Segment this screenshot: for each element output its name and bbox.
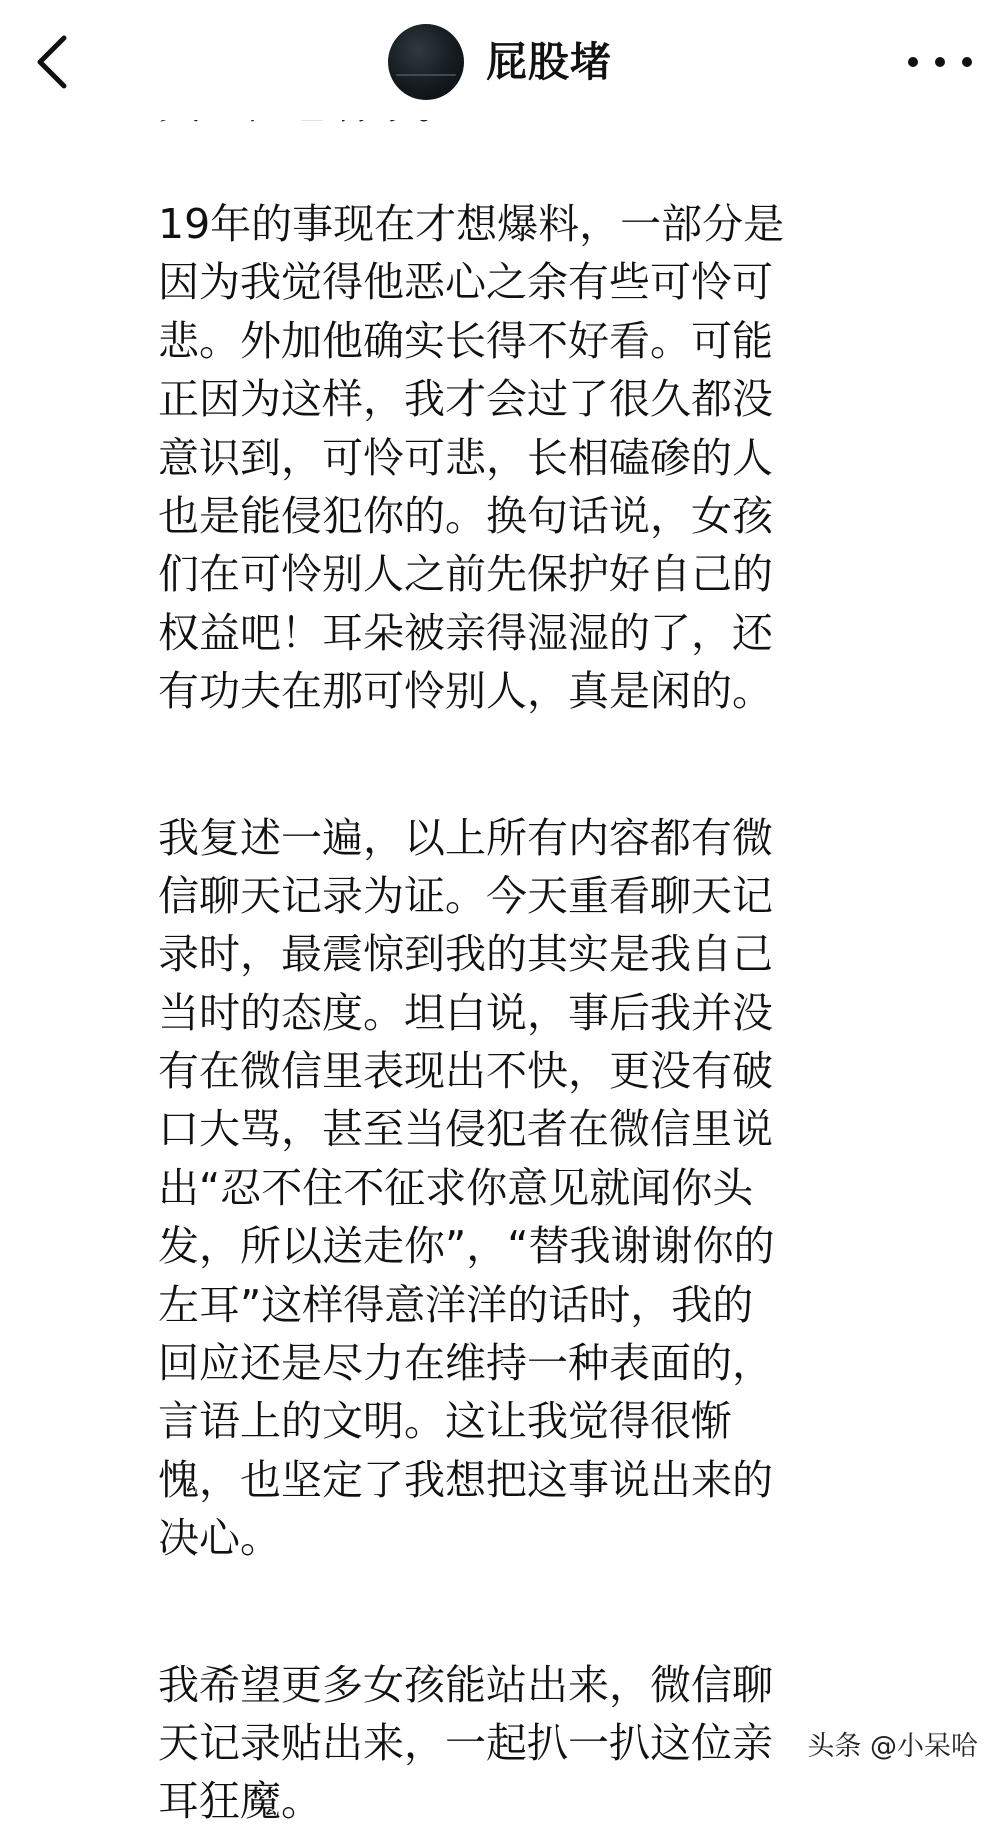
text-line: 左耳”这样得意洋洋的话时，我的 xyxy=(158,1280,754,1329)
text-line: 正因为这样，我才会过了很久都没 xyxy=(158,375,773,424)
chevron-left-icon xyxy=(32,32,72,92)
text-line: 我希望更多女孩能站出来，微信聊 xyxy=(158,1660,773,1709)
text-line: 权益吧！耳朵被亲得湿湿的了，还 xyxy=(158,608,773,657)
more-button[interactable] xyxy=(908,40,972,84)
text-line: 口大骂，甚至当侵犯者在微信里说 xyxy=(158,1105,773,1154)
text-line: 决心。 xyxy=(158,1514,281,1563)
more-horizontal-icon xyxy=(908,57,918,67)
text-line: 们在可怜别人之前先保护好自己的 xyxy=(158,550,773,599)
text-line: 我复述一遍，以上所有内容都有微 xyxy=(158,813,773,862)
text-line: 愧，也坚定了我想把这事说出来的 xyxy=(158,1455,773,1504)
avatar[interactable] xyxy=(388,24,464,100)
paragraph-3 xyxy=(158,1656,828,1831)
text-line: 发，所以送走你”，“替我谢谢你的 xyxy=(158,1222,775,1271)
paragraph-1 xyxy=(158,195,828,721)
more-dot xyxy=(962,57,972,67)
source-watermark: 头条 @小呆哈 xyxy=(807,1731,978,1762)
more-dot xyxy=(935,57,945,67)
text-line: 当时的态度。坦白说，事后我并没 xyxy=(158,988,773,1037)
text-line: 言语上的文明。这让我觉得很惭 xyxy=(158,1397,732,1446)
text-line: 耳狂魔。 xyxy=(158,1777,322,1826)
text-line: 因为我觉得他恶心之余有些可怜可 xyxy=(158,258,773,307)
paragraph-2 xyxy=(158,809,828,1568)
text-line: 信聊天记录为证。今天重看聊天记 xyxy=(158,871,773,920)
avatar-image-detail xyxy=(396,74,456,76)
text-line: 有在微信里表现出不快，更没有破 xyxy=(158,1047,773,1096)
text-line: 也是能侵犯你的。换句话说，女孩 xyxy=(158,491,773,540)
back-button[interactable] xyxy=(22,24,82,100)
text-line: 悲。外加他确实长得不好看。可能 xyxy=(158,316,773,365)
text-line: 录时，最震惊到我的其实是我自己 xyxy=(158,930,773,979)
text-line: 19年的事现在才想爆料，一部分是 xyxy=(158,200,785,248)
text-line: 有功夫在那可怜别人，真是闲的。 xyxy=(158,667,773,716)
text-line: 出“忍不住不征求你意见就闻你头 xyxy=(158,1163,754,1212)
text-line: 意识到，可怜可悲，长相磕碜的人 xyxy=(158,433,773,482)
account-name[interactable]: 屁股堵 xyxy=(486,38,612,86)
top-bar xyxy=(0,0,1000,120)
text-line: 回应还是尽力在维持一种表面的， xyxy=(158,1339,773,1388)
text-line: 天记录贴出来，一起扒一扒这位亲 xyxy=(158,1718,773,1767)
post-body xyxy=(158,195,828,1831)
